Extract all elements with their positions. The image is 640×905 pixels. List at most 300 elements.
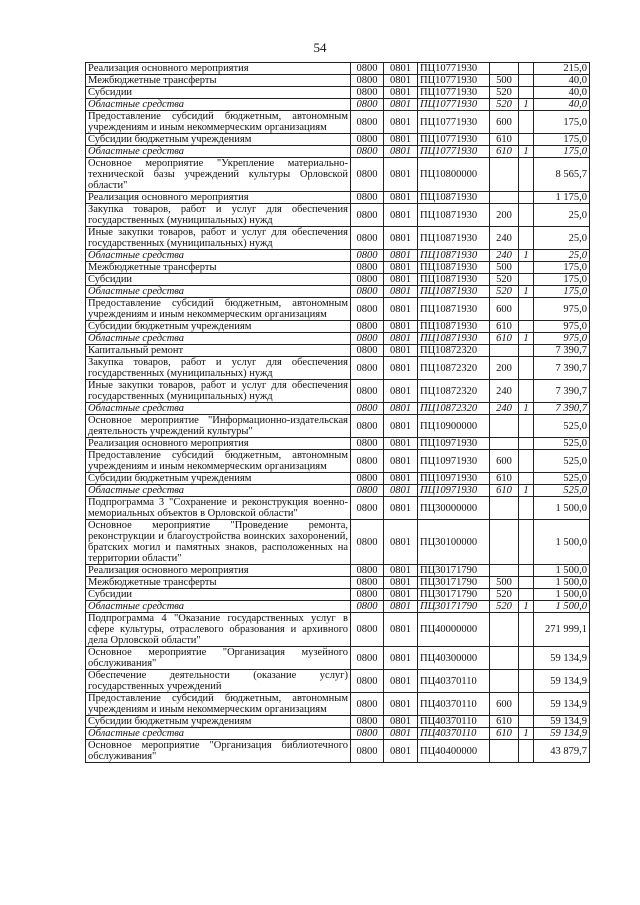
table-row <box>86 87 590 99</box>
target-article-code: ПЦ30171790 <box>418 601 490 613</box>
amount: 1 500,0 <box>534 565 590 577</box>
target-article-code: ПЦ10871930 <box>418 192 490 204</box>
expense-type-code: 240 <box>490 227 519 250</box>
page-number: 54 <box>313 40 327 55</box>
expense-type-code: 240 <box>490 403 519 415</box>
section-code: 0800 <box>351 146 384 158</box>
table-row <box>86 716 590 728</box>
funding-source-code <box>519 158 534 192</box>
expense-type-code: 520 <box>490 286 519 298</box>
subsection-code: 0801 <box>384 134 418 146</box>
row-name: Областные средства <box>86 333 351 345</box>
section-code: 0800 <box>351 286 384 298</box>
table-row <box>86 333 590 345</box>
target-article-code: ПЦ10971930 <box>418 485 490 497</box>
funding-source-code: 1 <box>519 485 534 497</box>
row-name: Областные средства <box>86 601 351 613</box>
funding-source-code <box>519 473 534 485</box>
amount: 7 390,7 <box>534 380 590 403</box>
section-code: 0800 <box>351 298 384 321</box>
row-name: Субсидии <box>86 87 351 99</box>
table-row <box>86 565 590 577</box>
row-name: Предоставление субсидий бюджетным, автономным учреждениям и иным некоммерческим организациям <box>86 111 351 134</box>
target-article-code: ПЦ10771930 <box>418 75 490 87</box>
funding-source-code <box>519 589 534 601</box>
table-row <box>86 693 590 716</box>
row-name: Основное мероприятие "Организация музейного обслуживания" <box>86 647 351 670</box>
expense-type-code: 520 <box>490 274 519 286</box>
subsection-code: 0801 <box>384 227 418 250</box>
row-name: Обеспечение деятельности (оказание услуг) государственных учреждений <box>86 670 351 693</box>
row-name: Субсидии бюджетным учреждениям <box>86 134 351 146</box>
table-row <box>86 357 590 380</box>
table-row <box>86 321 590 333</box>
amount: 175,0 <box>534 111 590 134</box>
row-name: Областные средства <box>86 146 351 158</box>
section-code: 0800 <box>351 438 384 450</box>
target-article-code: ПЦ30100000 <box>418 520 490 565</box>
subsection-code: 0801 <box>384 380 418 403</box>
amount: 1 500,0 <box>534 589 590 601</box>
amount: 40,0 <box>534 99 590 111</box>
table-row <box>86 380 590 403</box>
amount: 215,0 <box>534 63 590 75</box>
row-name: Подпрограмма 4 "Оказание государственных услуг в сфере культуры, отраслевого образования и архивного дела Орловской области" <box>86 613 351 647</box>
table-row <box>86 298 590 321</box>
amount: 1 500,0 <box>534 497 590 520</box>
target-article-code: ПЦ40000000 <box>418 613 490 647</box>
expense-type-code: 610 <box>490 473 519 485</box>
expense-type-code <box>490 415 519 438</box>
section-code: 0800 <box>351 75 384 87</box>
funding-source-code <box>519 438 534 450</box>
table-row <box>86 613 590 647</box>
expense-type-code: 600 <box>490 693 519 716</box>
section-code: 0800 <box>351 403 384 415</box>
section-code: 0800 <box>351 497 384 520</box>
target-article-code: ПЦ10771930 <box>418 111 490 134</box>
target-article-code: ПЦ10871930 <box>418 321 490 333</box>
section-code: 0800 <box>351 415 384 438</box>
subsection-code: 0801 <box>384 286 418 298</box>
budget-table-body <box>86 63 590 763</box>
funding-source-code <box>519 274 534 286</box>
row-name: Реализация основного мероприятия <box>86 565 351 577</box>
target-article-code: ПЦ30000000 <box>418 497 490 520</box>
section-code: 0800 <box>351 601 384 613</box>
subsection-code: 0801 <box>384 146 418 158</box>
target-article-code: ПЦ10971930 <box>418 473 490 485</box>
amount: 43 879,7 <box>534 740 590 763</box>
section-code: 0800 <box>351 274 384 286</box>
amount: 40,0 <box>534 75 590 87</box>
subsection-code: 0801 <box>384 740 418 763</box>
subsection-code: 0801 <box>384 63 418 75</box>
section-code: 0800 <box>351 357 384 380</box>
target-article-code: ПЦ10800000 <box>418 158 490 192</box>
row-name: Областные средства <box>86 99 351 111</box>
expense-type-code <box>490 438 519 450</box>
amount: 25,0 <box>534 227 590 250</box>
expense-type-code: 500 <box>490 262 519 274</box>
subsection-code: 0801 <box>384 250 418 262</box>
expense-type-code: 520 <box>490 589 519 601</box>
section-code: 0800 <box>351 589 384 601</box>
expense-type-code: 600 <box>490 298 519 321</box>
target-article-code: ПЦ30171790 <box>418 565 490 577</box>
funding-source-code <box>519 450 534 473</box>
target-article-code: ПЦ10871930 <box>418 298 490 321</box>
subsection-code: 0801 <box>384 589 418 601</box>
row-name: Субсидии бюджетным учреждениям <box>86 473 351 485</box>
section-code: 0800 <box>351 565 384 577</box>
amount: 975,0 <box>534 333 590 345</box>
row-name: Межбюджетные трансферты <box>86 75 351 87</box>
target-article-code: ПЦ10971930 <box>418 438 490 450</box>
funding-source-code <box>519 520 534 565</box>
table-row <box>86 274 590 286</box>
amount: 59 134,9 <box>534 716 590 728</box>
section-code: 0800 <box>351 380 384 403</box>
subsection-code: 0801 <box>384 473 418 485</box>
expense-type-code: 500 <box>490 577 519 589</box>
subsection-code: 0801 <box>384 450 418 473</box>
expense-type-code: 610 <box>490 333 519 345</box>
funding-source-code: 1 <box>519 601 534 613</box>
table-row <box>86 520 590 565</box>
amount: 175,0 <box>534 286 590 298</box>
expense-type-code: 500 <box>490 75 519 87</box>
table-row <box>86 146 590 158</box>
expense-type-code: 520 <box>490 99 519 111</box>
funding-source-code: 1 <box>519 250 534 262</box>
amount: 59 134,9 <box>534 693 590 716</box>
expense-type-code: 200 <box>490 357 519 380</box>
row-name: Предоставление субсидий бюджетным, автономным учреждениям и иным некоммерческим организациям <box>86 450 351 473</box>
section-code: 0800 <box>351 111 384 134</box>
row-name: Межбюджетные трансферты <box>86 262 351 274</box>
target-article-code: ПЦ40370110 <box>418 728 490 740</box>
subsection-code: 0801 <box>384 438 418 450</box>
expense-type-code: 610 <box>490 134 519 146</box>
subsection-code: 0801 <box>384 565 418 577</box>
target-article-code: ПЦ10872320 <box>418 380 490 403</box>
target-article-code: ПЦ10771930 <box>418 63 490 75</box>
funding-source-code <box>519 647 534 670</box>
amount: 975,0 <box>534 298 590 321</box>
expense-type-code: 240 <box>490 250 519 262</box>
funding-source-code <box>519 192 534 204</box>
expense-type-code: 240 <box>490 380 519 403</box>
amount: 525,0 <box>534 415 590 438</box>
amount: 1 500,0 <box>534 520 590 565</box>
row-name: Реализация основного мероприятия <box>86 63 351 75</box>
table-row <box>86 740 590 763</box>
row-name: Закупка товаров, работ и услуг для обеспечения государственных (муниципальных) нужд <box>86 357 351 380</box>
amount: 175,0 <box>534 134 590 146</box>
section-code: 0800 <box>351 63 384 75</box>
section-code: 0800 <box>351 227 384 250</box>
funding-source-code <box>519 262 534 274</box>
funding-source-code <box>519 670 534 693</box>
table-row <box>86 403 590 415</box>
section-code: 0800 <box>351 345 384 357</box>
section-code: 0800 <box>351 262 384 274</box>
row-name: Реализация основного мероприятия <box>86 438 351 450</box>
amount: 525,0 <box>534 438 590 450</box>
row-name: Областные средства <box>86 250 351 262</box>
table-row <box>86 286 590 298</box>
table-row <box>86 345 590 357</box>
funding-source-code: 1 <box>519 99 534 111</box>
target-article-code: ПЦ10771930 <box>418 99 490 111</box>
subsection-code: 0801 <box>384 577 418 589</box>
target-article-code: ПЦ10871930 <box>418 262 490 274</box>
target-article-code: ПЦ10871930 <box>418 274 490 286</box>
subsection-code: 0801 <box>384 403 418 415</box>
amount: 59 134,9 <box>534 728 590 740</box>
row-name: Предоставление субсидий бюджетным, автономным учреждениям и иным некоммерческим организациям <box>86 693 351 716</box>
row-name: Областные средства <box>86 286 351 298</box>
row-name: Капитальный ремонт <box>86 345 351 357</box>
amount: 175,0 <box>534 262 590 274</box>
target-article-code: ПЦ10771930 <box>418 87 490 99</box>
row-name: Основное мероприятие "Организация библиотечного обслуживания" <box>86 740 351 763</box>
target-article-code: ПЦ10971930 <box>418 450 490 473</box>
section-code: 0800 <box>351 728 384 740</box>
section-code: 0800 <box>351 693 384 716</box>
subsection-code: 0801 <box>384 520 418 565</box>
subsection-code: 0801 <box>384 345 418 357</box>
table-row <box>86 438 590 450</box>
budget-table <box>85 62 590 763</box>
expense-type-code <box>490 670 519 693</box>
funding-source-code <box>519 345 534 357</box>
target-article-code: ПЦ40400000 <box>418 740 490 763</box>
subsection-code: 0801 <box>384 647 418 670</box>
row-name: Основное мероприятие "Укрепление материально-технической базы учреждений культуры Орловской области" <box>86 158 351 192</box>
target-article-code: ПЦ30171790 <box>418 577 490 589</box>
table-row <box>86 192 590 204</box>
amount: 8 565,7 <box>534 158 590 192</box>
amount: 1 500,0 <box>534 601 590 613</box>
amount: 59 134,9 <box>534 670 590 693</box>
funding-source-code <box>519 63 534 75</box>
subsection-code: 0801 <box>384 87 418 99</box>
row-name: Областные средства <box>86 403 351 415</box>
table-row <box>86 497 590 520</box>
funding-source-code <box>519 577 534 589</box>
expense-type-code: 610 <box>490 146 519 158</box>
amount: 40,0 <box>534 87 590 99</box>
amount: 59 134,9 <box>534 647 590 670</box>
target-article-code: ПЦ10872320 <box>418 357 490 380</box>
funding-source-code <box>519 740 534 763</box>
expense-type-code: 600 <box>490 111 519 134</box>
target-article-code: ПЦ10871930 <box>418 333 490 345</box>
section-code: 0800 <box>351 473 384 485</box>
section-code: 0800 <box>351 204 384 227</box>
section-code: 0800 <box>351 716 384 728</box>
subsection-code: 0801 <box>384 298 418 321</box>
amount: 1 175,0 <box>534 192 590 204</box>
funding-source-code <box>519 497 534 520</box>
section-code: 0800 <box>351 134 384 146</box>
section-code: 0800 <box>351 250 384 262</box>
table-row <box>86 450 590 473</box>
target-article-code: ПЦ10871930 <box>418 286 490 298</box>
row-name: Субсидии бюджетным учреждениям <box>86 321 351 333</box>
target-article-code: ПЦ40300000 <box>418 647 490 670</box>
target-article-code: ПЦ10871930 <box>418 227 490 250</box>
table-row <box>86 134 590 146</box>
subsection-code: 0801 <box>384 670 418 693</box>
table-row <box>86 158 590 192</box>
target-article-code: ПЦ10771930 <box>418 146 490 158</box>
amount: 25,0 <box>534 250 590 262</box>
funding-source-code <box>519 415 534 438</box>
expense-type-code <box>490 613 519 647</box>
row-name: Реализация основного мероприятия <box>86 192 351 204</box>
amount: 525,0 <box>534 485 590 497</box>
expense-type-code: 520 <box>490 601 519 613</box>
amount: 1 500,0 <box>534 577 590 589</box>
amount: 175,0 <box>534 274 590 286</box>
amount: 525,0 <box>534 473 590 485</box>
table-row <box>86 589 590 601</box>
expense-type-code <box>490 565 519 577</box>
section-code: 0800 <box>351 450 384 473</box>
funding-source-code <box>519 380 534 403</box>
row-name: Иные закупки товаров, работ и услуг для обеспечения государственных (муниципальных) нужд <box>86 380 351 403</box>
table-row <box>86 485 590 497</box>
subsection-code: 0801 <box>384 497 418 520</box>
expense-type-code <box>490 497 519 520</box>
target-article-code: ПЦ10900000 <box>418 415 490 438</box>
funding-source-code: 1 <box>519 146 534 158</box>
section-code: 0800 <box>351 158 384 192</box>
subsection-code: 0801 <box>384 75 418 87</box>
row-name: Подпрограмма 3 "Сохранение и реконструкция военно-мемориальных объектов в Орловской области" <box>86 497 351 520</box>
table-row <box>86 415 590 438</box>
target-article-code: ПЦ10871930 <box>418 204 490 227</box>
table-row <box>86 647 590 670</box>
expense-type-code: 200 <box>490 204 519 227</box>
row-name: Иные закупки товаров, работ и услуг для обеспечения государственных (муниципальных) нужд <box>86 227 351 250</box>
funding-source-code <box>519 693 534 716</box>
table-row <box>86 262 590 274</box>
funding-source-code: 1 <box>519 728 534 740</box>
table-row <box>86 473 590 485</box>
subsection-code: 0801 <box>384 333 418 345</box>
subsection-code: 0801 <box>384 415 418 438</box>
row-name: Основное мероприятие "Проведение ремонта, реконструкции и благоустройства воинских захоронений, братских могил и памятных знаков, расположенных на территории области" <box>86 520 351 565</box>
row-name: Субсидии бюджетным учреждениям <box>86 716 351 728</box>
subsection-code: 0801 <box>384 613 418 647</box>
funding-source-code <box>519 613 534 647</box>
target-article-code: ПЦ10872320 <box>418 345 490 357</box>
subsection-code: 0801 <box>384 321 418 333</box>
target-article-code: ПЦ40370110 <box>418 716 490 728</box>
row-name: Областные средства <box>86 728 351 740</box>
funding-source-code <box>519 75 534 87</box>
target-article-code: ПЦ10771930 <box>418 134 490 146</box>
amount: 525,0 <box>534 450 590 473</box>
row-name: Областные средства <box>86 485 351 497</box>
subsection-code: 0801 <box>384 728 418 740</box>
target-article-code: ПЦ30171790 <box>418 589 490 601</box>
expense-type-code: 520 <box>490 87 519 99</box>
expense-type-code <box>490 520 519 565</box>
target-article-code: ПЦ10872320 <box>418 403 490 415</box>
table-row <box>86 75 590 87</box>
target-article-code: ПЦ40370110 <box>418 670 490 693</box>
row-name: Закупка товаров, работ и услуг для обеспечения государственных (муниципальных) нужд <box>86 204 351 227</box>
funding-source-code <box>519 565 534 577</box>
subsection-code: 0801 <box>384 693 418 716</box>
section-code: 0800 <box>351 670 384 693</box>
subsection-code: 0801 <box>384 158 418 192</box>
row-name: Субсидии <box>86 274 351 286</box>
expense-type-code: 610 <box>490 716 519 728</box>
expense-type-code <box>490 158 519 192</box>
funding-source-code <box>519 321 534 333</box>
table-row <box>86 250 590 262</box>
row-name: Предоставление субсидий бюджетным, автономным учреждениям и иным некоммерческим организациям <box>86 298 351 321</box>
amount: 25,0 <box>534 204 590 227</box>
expense-type-code: 610 <box>490 485 519 497</box>
expense-type-code: 610 <box>490 728 519 740</box>
table-row <box>86 63 590 75</box>
section-code: 0800 <box>351 520 384 565</box>
section-code: 0800 <box>351 99 384 111</box>
subsection-code: 0801 <box>384 99 418 111</box>
table-row <box>86 227 590 250</box>
funding-source-code <box>519 357 534 380</box>
expense-type-code: 600 <box>490 450 519 473</box>
expense-type-code: 610 <box>490 321 519 333</box>
target-article-code: ПЦ10871930 <box>418 250 490 262</box>
funding-source-code <box>519 204 534 227</box>
amount: 7 390,7 <box>534 345 590 357</box>
table-row <box>86 111 590 134</box>
amount: 975,0 <box>534 321 590 333</box>
subsection-code: 0801 <box>384 262 418 274</box>
funding-source-code <box>519 111 534 134</box>
funding-source-code <box>519 716 534 728</box>
expense-type-code <box>490 192 519 204</box>
section-code: 0800 <box>351 192 384 204</box>
expense-type-code <box>490 647 519 670</box>
amount: 7 390,7 <box>534 403 590 415</box>
section-code: 0800 <box>351 333 384 345</box>
row-name: Основное мероприятие "Информационно-издательская деятельность учреждений культуры" <box>86 415 351 438</box>
subsection-code: 0801 <box>384 716 418 728</box>
subsection-code: 0801 <box>384 192 418 204</box>
table-row <box>86 204 590 227</box>
funding-source-code: 1 <box>519 403 534 415</box>
amount: 271 999,1 <box>534 613 590 647</box>
subsection-code: 0801 <box>384 204 418 227</box>
expense-type-code <box>490 740 519 763</box>
section-code: 0800 <box>351 740 384 763</box>
expense-type-code <box>490 63 519 75</box>
funding-source-code <box>519 134 534 146</box>
subsection-code: 0801 <box>384 274 418 286</box>
section-code: 0800 <box>351 485 384 497</box>
funding-source-code <box>519 298 534 321</box>
table-row <box>86 577 590 589</box>
